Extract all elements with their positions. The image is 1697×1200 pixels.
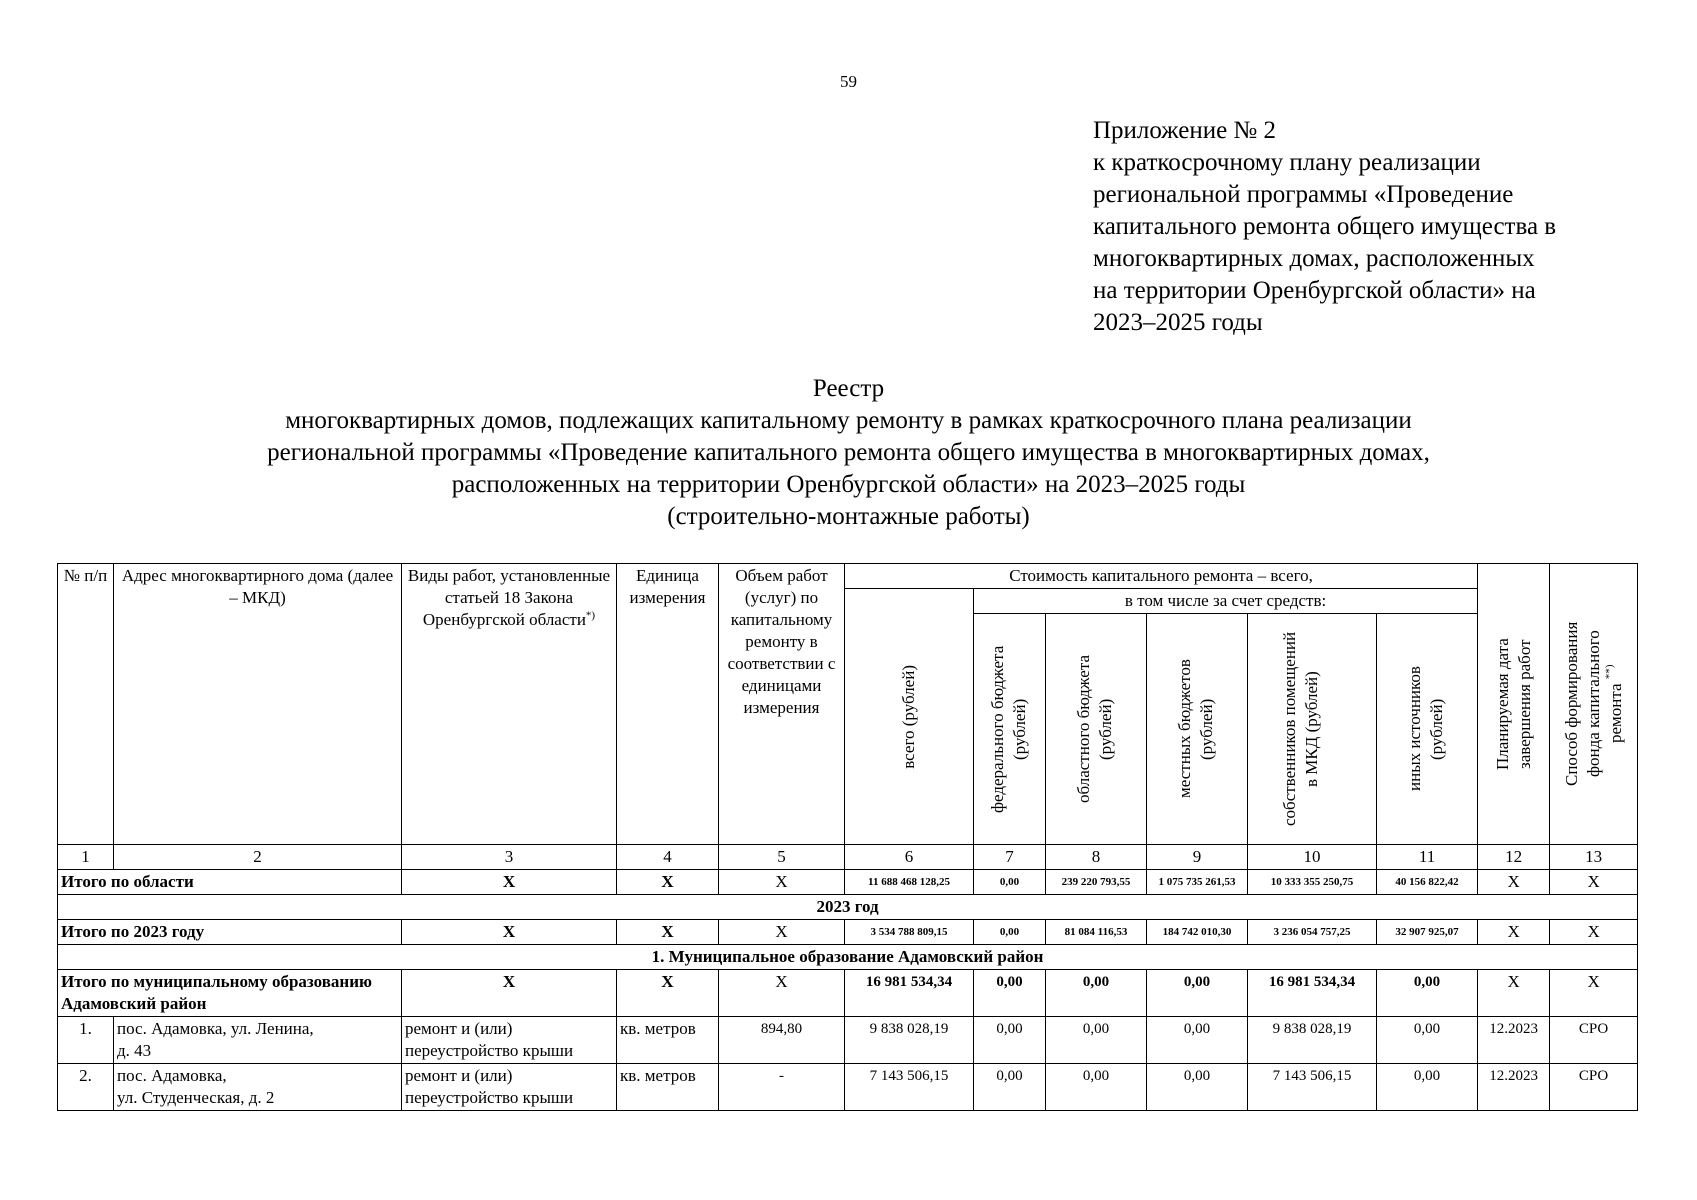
total-municipality-regional: 0,00 — [1046, 970, 1147, 1017]
col-number: 3 — [402, 845, 617, 870]
header-work-types-text: Виды работ, установленные статьей 18 Закона Оренбургской области — [407, 566, 611, 629]
total-region-owners: 10 333 355 250,75 — [1248, 870, 1377, 895]
appendix-caption — [1093, 115, 1653, 339]
total-region-regional: 239 220 793,55 — [1046, 870, 1147, 895]
row-work — [402, 1064, 617, 1111]
appendix-line: к краткосрочному плану реализации — [1093, 149, 1481, 176]
total-region-other: 40 156 822,42 — [1377, 870, 1478, 895]
header-total — [845, 589, 974, 845]
total-municipality-other: 0,00 — [1377, 970, 1478, 1017]
row-address-line: пос. Адамовка, ул. Ленина, — [117, 1019, 314, 1038]
page-number: 59 — [840, 72, 857, 91]
total-year-total: 3 534 788 809,15 — [845, 920, 974, 945]
title-line: (строительно-монтажные работы) — [667, 503, 1030, 530]
header-regional-text: областного бюджета (рублей) — [1074, 655, 1115, 804]
total-municipality-work: X — [402, 970, 617, 1017]
row-num: 1. — [58, 1017, 114, 1064]
header-incl-sources: в том числе за счет средств: — [974, 589, 1478, 614]
total-year-other: 32 907 925,07 — [1377, 920, 1478, 945]
total-year-owners: 3 236 054 757,25 — [1248, 920, 1377, 945]
row-address-line: ул. Студенческая, д. 2 — [117, 1088, 275, 1107]
header-fund-method-label: Способ формирования фонда капитального ремонта — [1561, 621, 1625, 787]
title-line: расположенных на территории Оренбургской области» на 2023–2025 годы — [451, 471, 1246, 498]
row-federal: 0,00 — [974, 1017, 1046, 1064]
row-total: 9 838 028,19 — [845, 1017, 974, 1064]
header-planned-date-text: Планируемая дата завершения работ — [1492, 638, 1534, 770]
header-regional — [1046, 614, 1147, 845]
total-region-local: 1 075 735 261,53 — [1147, 870, 1248, 895]
row-address — [114, 1064, 402, 1111]
total-municipality-owners: 16 981 534,34 — [1248, 970, 1377, 1017]
row-owners: 9 838 028,19 — [1248, 1017, 1377, 1064]
row-method: СРО — [1550, 1017, 1638, 1064]
col-number: 13 — [1550, 845, 1638, 870]
col-number: 4 — [617, 845, 719, 870]
header-num: № п/п — [58, 564, 114, 845]
total-region-total: 11 688 468 128,25 — [845, 870, 974, 895]
row-volume: - — [719, 1064, 845, 1111]
row-address — [114, 1017, 402, 1064]
row-date: 12.2023 — [1478, 1017, 1550, 1064]
total-year-method: X — [1550, 920, 1638, 945]
col-number: 8 — [1046, 845, 1147, 870]
row-date: 12.2023 — [1478, 1064, 1550, 1111]
total-year-federal: 0,00 — [974, 920, 1046, 945]
total-municipality-method: X — [1550, 970, 1638, 1017]
header-volume: Объем работ (услуг) по капитальному ремонту в соответствии с единицами измерения — [719, 564, 845, 845]
row-address-line: пос. Адамовка, — [117, 1066, 227, 1085]
row-unit: кв. метров — [617, 1064, 719, 1111]
row-num: 2. — [58, 1064, 114, 1111]
row-regional: 0,00 — [1046, 1017, 1147, 1064]
header-cost-group: Стоимость капитального ремонта – всего, — [845, 564, 1478, 589]
table-row — [58, 1017, 1638, 1064]
total-year-local: 184 742 010,30 — [1147, 920, 1248, 945]
total-municipality-federal: 0,00 — [974, 970, 1046, 1017]
col-number: 2 — [114, 845, 402, 870]
registry-table — [57, 563, 1638, 1111]
total-municipality-local: 0,00 — [1147, 970, 1248, 1017]
appendix-line: капитального ремонта общего имущества в — [1093, 213, 1557, 240]
total-year-work: X — [402, 920, 617, 945]
total-year-unit: X — [617, 920, 719, 945]
row-other: 0,00 — [1377, 1064, 1478, 1111]
total-year-row — [58, 920, 1638, 945]
registry-title — [0, 373, 1697, 533]
column-numbers-row — [58, 845, 1638, 870]
total-region-date: X — [1478, 870, 1550, 895]
total-year-volume: X — [719, 920, 845, 945]
row-work — [402, 1017, 617, 1064]
year-row — [58, 895, 1638, 920]
total-municipality-row — [58, 970, 1638, 1017]
row-local: 0,00 — [1147, 1064, 1248, 1111]
footnote-marker: *) — [585, 609, 596, 622]
total-municipality-unit: X — [617, 970, 719, 1017]
total-year-date: X — [1478, 920, 1550, 945]
appendix-line: 2023–2025 годы — [1093, 309, 1263, 336]
appendix-line: многоквартирных домах, расположенных — [1093, 245, 1535, 272]
header-unit: Единица измерения — [617, 564, 719, 845]
col-number: 6 — [845, 845, 974, 870]
title-line: региональной программы «Проведение капитального ремонта общего имущества в многоквартирных домах, — [267, 439, 1430, 466]
total-region-unit: X — [617, 870, 719, 895]
col-number: 7 — [974, 845, 1046, 870]
total-municipality-total: 16 981 534,34 — [845, 970, 974, 1017]
row-owners: 7 143 506,15 — [1248, 1064, 1377, 1111]
total-region-label: Итого по области — [58, 870, 402, 895]
footnote-marker: **) — [1602, 664, 1615, 680]
header-owners-text: собственников помещений в МКД (рублей) — [1280, 631, 1321, 827]
col-number: 5 — [719, 845, 845, 870]
header-local-text: местных бюджетов (рублей) — [1175, 659, 1216, 799]
row-unit: кв. метров — [617, 1017, 719, 1064]
total-region-row — [58, 870, 1638, 895]
header-planned-date — [1478, 564, 1550, 845]
title-line: Реестр — [812, 375, 885, 402]
row-other: 0,00 — [1377, 1017, 1478, 1064]
header-other-text: иных источников (рублей) — [1405, 666, 1447, 792]
header-other — [1377, 614, 1478, 845]
col-number: 1 — [58, 845, 114, 870]
row-local: 0,00 — [1147, 1017, 1248, 1064]
total-region-work: X — [402, 870, 617, 895]
appendix-line: Приложение № 2 — [1093, 117, 1277, 144]
total-region-federal: 0,00 — [974, 870, 1046, 895]
total-year-label: Итого по 2023 году — [58, 920, 402, 945]
col-number: 11 — [1377, 845, 1478, 870]
col-number: 12 — [1478, 845, 1550, 870]
row-regional: 0,00 — [1046, 1064, 1147, 1111]
municipality-row — [58, 945, 1638, 970]
year-label: 2023 год — [58, 895, 1638, 920]
total-municipality-label: Итого по муниципальному образованию Адамовский район — [58, 970, 402, 1017]
row-work-line: ремонт и (или) — [405, 1066, 513, 1085]
total-region-method: X — [1550, 870, 1638, 895]
header-fund-method — [1550, 564, 1638, 845]
total-region-volume: X — [719, 870, 845, 895]
header-federal — [974, 614, 1046, 845]
row-work-line: переустройство крыши — [405, 1041, 574, 1060]
municipality-label: 1. Муниципальное образование Адамовский район — [58, 945, 1638, 970]
row-work-line: переустройство крыши — [405, 1088, 574, 1107]
row-work-line: ремонт и (или) — [405, 1019, 513, 1038]
table-row — [58, 1064, 1638, 1111]
row-address-line: д. 43 — [117, 1041, 152, 1060]
header-address: Адрес многоквартирного дома (далее – МКД) — [114, 564, 402, 845]
header-fund-method-text — [1561, 599, 1627, 809]
row-federal: 0,00 — [974, 1064, 1046, 1111]
total-municipality-volume: X — [719, 970, 845, 1017]
col-number: 10 — [1248, 845, 1377, 870]
header-owners — [1248, 614, 1377, 845]
title-line: многоквартирных домов, подлежащих капитальному ремонту в рамках краткосрочного плана реализации — [285, 407, 1412, 434]
header-row-1 — [58, 564, 1638, 589]
col-number: 9 — [1147, 845, 1248, 870]
appendix-line: региональной программы «Проведение — [1093, 181, 1514, 208]
header-federal-text: федерального бюджета (рублей) — [987, 645, 1029, 813]
total-municipality-date: X — [1478, 970, 1550, 1017]
header-total-text: всего (рублей) — [899, 664, 918, 769]
row-total: 7 143 506,15 — [845, 1064, 974, 1111]
row-method: СРО — [1550, 1064, 1638, 1111]
row-volume: 894,80 — [719, 1017, 845, 1064]
header-local — [1147, 614, 1248, 845]
header-work-types — [402, 564, 617, 845]
appendix-line: на территории Оренбургской области» на — [1093, 277, 1536, 304]
total-year-regional: 81 084 116,53 — [1046, 920, 1147, 945]
